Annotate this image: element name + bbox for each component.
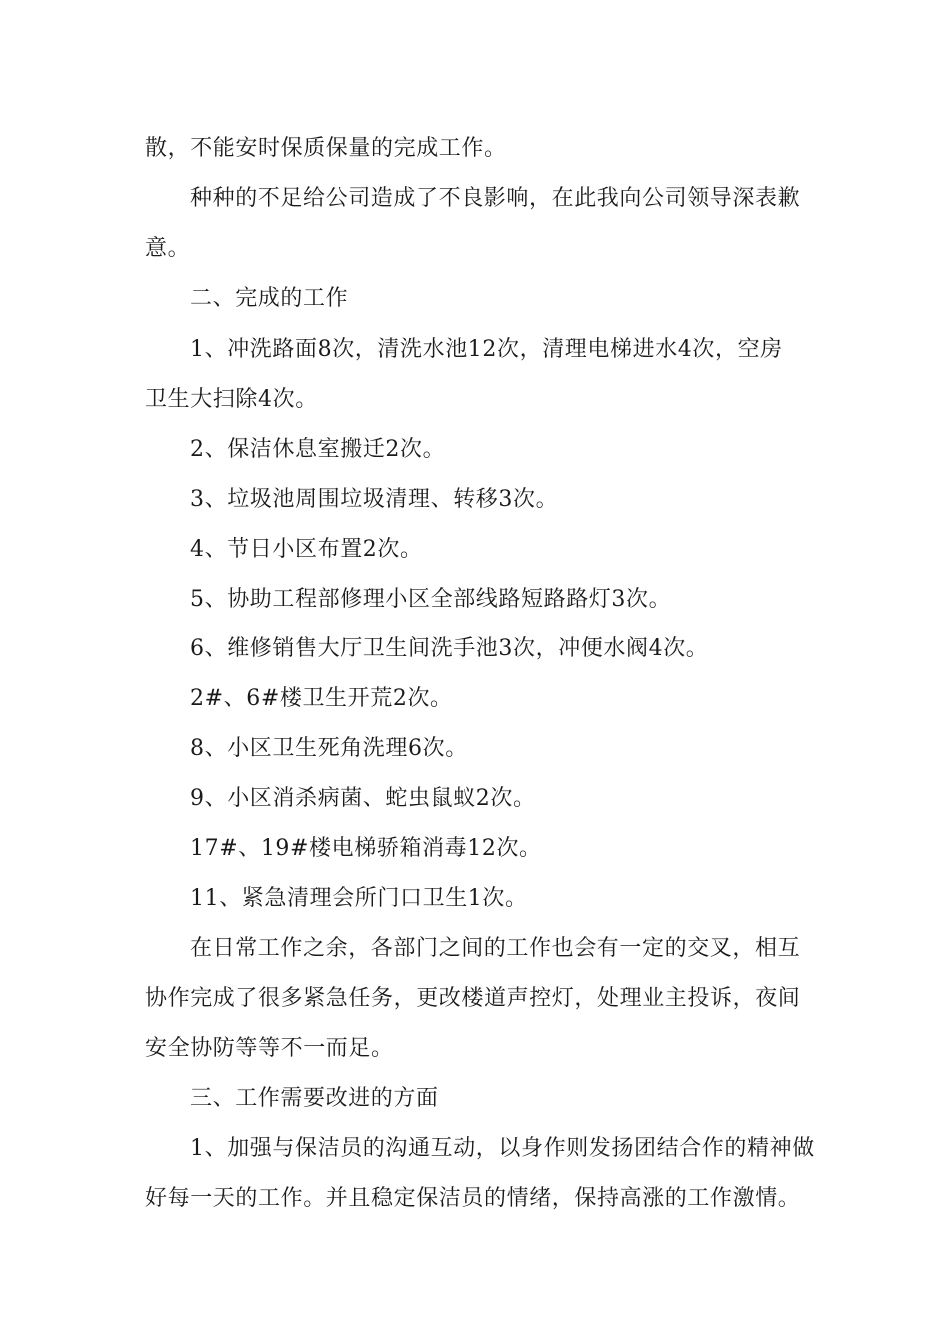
text-line: 卫生大扫除4次。 — [145, 387, 318, 412]
text-line: 协作完成了很多紧急任务，更改楼道声控灯，处理业主投诉，夜间 — [145, 986, 801, 1011]
list-item: 6、维修销售大厅卫生间洗手池3次，冲便水阀4次。 — [190, 636, 709, 661]
text-line: 1、加强与保洁员的沟通互动，以身作则发扬团结合作的精神做 — [190, 1136, 815, 1161]
list-item: 5、协助工程部修理小区全部线路短路路灯3次。 — [190, 587, 672, 612]
section-heading: 三、工作需要改进的方面 — [190, 1086, 439, 1111]
list-item: 2、保洁休息室搬迁2次。 — [190, 437, 446, 462]
list-item: 8、小区卫生死角洗理6次。 — [190, 736, 468, 761]
list-item: 11、紧急清理会所门口卫生1次。 — [190, 886, 528, 911]
section-heading: 二、完成的工作 — [190, 286, 349, 311]
text-line: 种种的不足给公司造成了不良影响，在此我向公司领导深表歉 — [190, 186, 801, 211]
list-item: 9、小区消杀病菌、蛇虫鼠蚁2次。 — [190, 786, 536, 811]
list-item: 17#、19#楼电梯骄箱消毒12次。 — [190, 836, 542, 861]
list-item: 3、垃圾池周围垃圾清理、转移3次。 — [190, 487, 559, 512]
list-item: 2#、6#楼卫生开荒2次。 — [190, 686, 453, 711]
list-item: 4、节日小区布置2次。 — [190, 537, 423, 562]
text-line: 1、冲洗路面8次，清洗水池12次，清理电梯进水4次，空房 — [190, 337, 783, 362]
text-line: 意。 — [145, 236, 191, 261]
text-line: 在日常工作之余，各部门之间的工作也会有一定的交叉，相互 — [190, 936, 801, 961]
text-line: 好每一天的工作。并且稳定保洁员的情绪，保持高涨的工作激情。 — [145, 1186, 801, 1211]
text-line: 散，不能安时保质保量的完成工作。 — [145, 136, 507, 161]
text-line: 安全协防等等不一而足。 — [145, 1036, 394, 1061]
